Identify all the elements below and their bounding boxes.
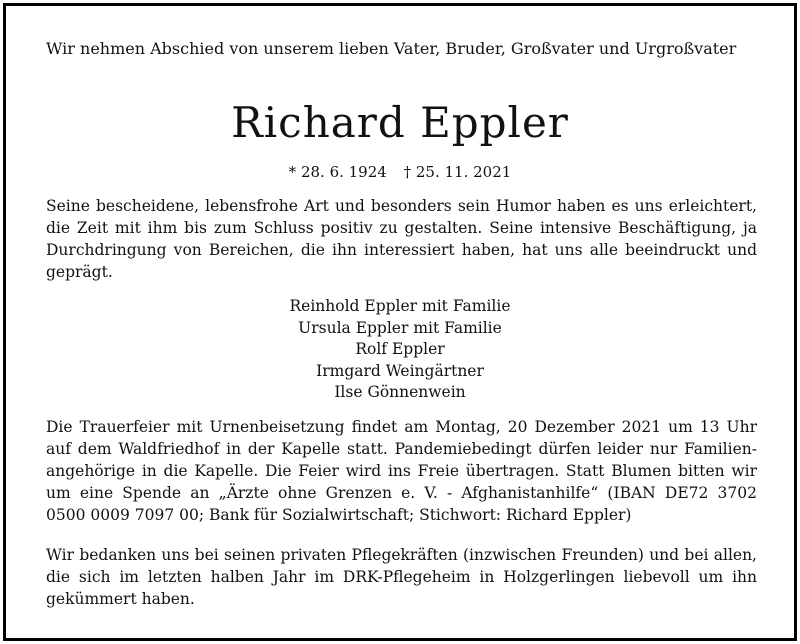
obituary-notice [3, 3, 797, 641]
text-line: Seine bescheidene, lebensfrohe Art und besonders sein Humor haben es uns erleichtert, [46, 197, 757, 215]
mourner-name: Rolf Eppler [355, 340, 445, 358]
mourner-name: Ursula Eppler mit Familie [298, 318, 502, 337]
intro-line: Wir nehmen Abschied von unserem lieben Vater, Bruder, Großvater und Urgroßvater [46, 39, 737, 58]
tribute-paragraph [46, 195, 757, 283]
mourners-list [6, 296, 794, 404]
text-line: geprägt. [46, 263, 113, 281]
birth-date: * 28. 6. 1924 [288, 163, 387, 181]
text-line: gekümmert haben. [46, 590, 195, 608]
text-line: um eine Spende an „Ärzte ohne Grenzen e. V. - Afghanistanhilfe“ (IBAN DE72 3702 [46, 484, 757, 502]
mourner-name: Irmgard Weingärtner [316, 361, 484, 380]
text-line: die sich im letzten halben Jahr im DRK-Pflegeheim in Holzgerlingen liebevoll um ihn [46, 568, 757, 586]
deceased-name: Richard Eppler [231, 98, 569, 147]
text-line: Durchdringung von Bereichen, die ihn interessiert haben, hat uns alle beeindruckt und [46, 241, 757, 259]
mourner-name: Ilse Gönnenwein [334, 383, 466, 401]
text-line: die Zeit mit ihm bis zum Schluss positiv zu gestalten. Seine intensive Beschäftigung, ja [46, 219, 757, 237]
text-line: angehörige in die Kapelle. Die Feier wird ins Freie übertragen. Statt Blumen bitten wir [46, 462, 757, 480]
text-line: 0500 0009 7097 00; Bank für Sozialwirtschaft; Stichwort: Richard Eppler) [46, 506, 632, 524]
mourner-name: Reinhold Eppler mit Familie [289, 297, 511, 315]
thanks-paragraph [46, 544, 757, 610]
funeral-details-paragraph [46, 416, 757, 526]
life-dates [6, 163, 794, 181]
text-line: auf dem Waldfriedhof in der Kapelle statt. Pandemiebedingt dürfen leider nur Familien- [46, 440, 757, 458]
text-line: Die Trauerfeier mit Urnenbeisetzung findet am Montag, 20 Dezember 2021 um 13 Uhr [46, 418, 757, 436]
text-line: Wir bedanken uns bei seinen privaten Pflegekräften (inzwischen Freunden) und bei allen, [46, 546, 757, 564]
death-date: † 25. 11. 2021 [403, 163, 512, 181]
